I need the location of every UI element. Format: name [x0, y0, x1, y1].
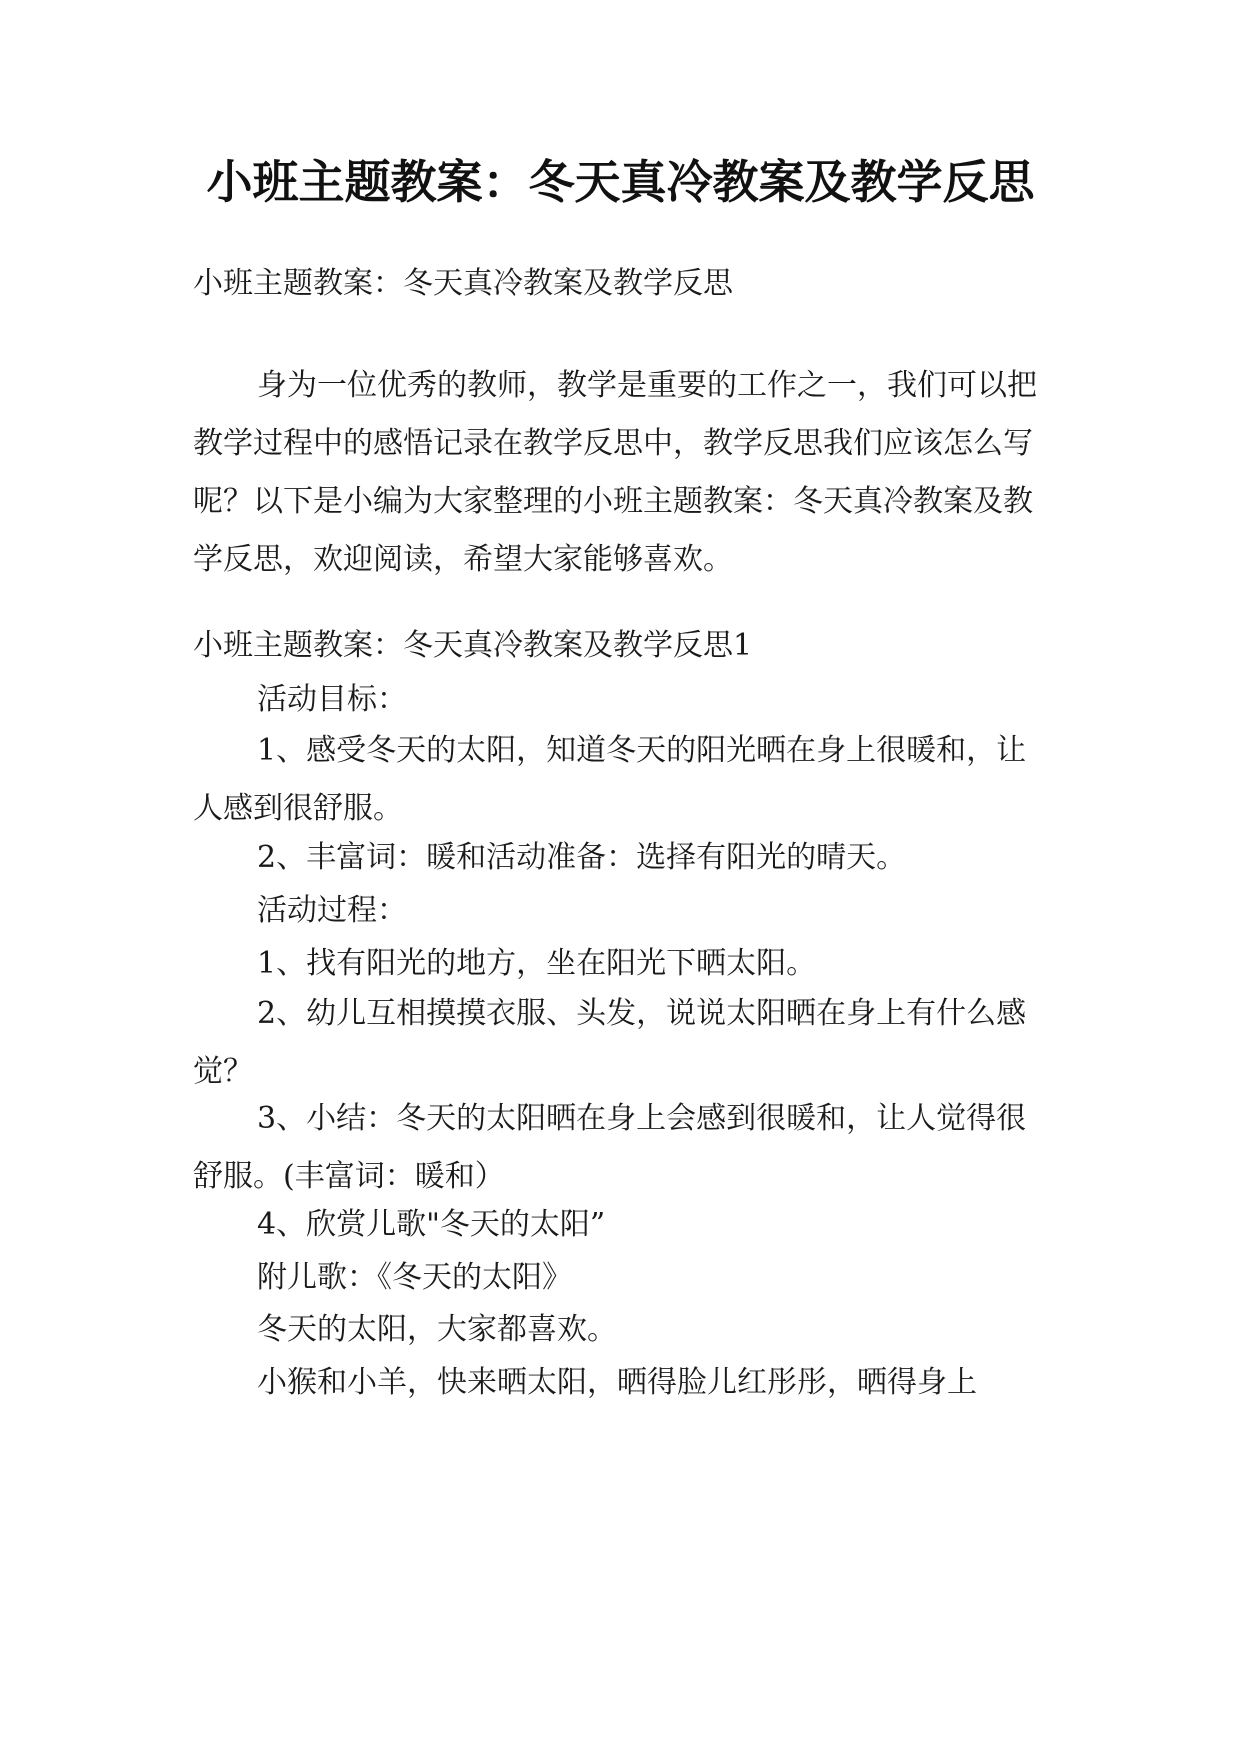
section-heading: 小班主题教案：冬天真冷教案及教学反思1 [193, 628, 753, 663]
process-step-4: 4、欣赏儿歌"冬天的太阳” [257, 1207, 606, 1242]
document-title: 小班主题教案：冬天真冷教案及教学反思 [206, 155, 1035, 209]
goal-item-1: 1、感受冬天的太阳，知道冬天的阳光晒在身上很暖和，让人感到很舒服。 [193, 733, 1027, 826]
song-line-1: 冬天的太阳，大家都喜欢。 [257, 1312, 617, 1347]
song-line-2: 小猴和小羊，快来晒太阳，晒得脸儿红彤彤，晒得身上 [257, 1365, 977, 1400]
process-step-1: 1、找有阳光的地方，坐在阳光下晒太阳。 [257, 946, 817, 981]
goal-item-2: 2、丰富词：暖和活动准备：选择有阳光的晴天。 [257, 840, 907, 875]
song-label: 附儿歌：《冬天的太阳》 [257, 1260, 572, 1295]
intro-paragraph: 身为一位优秀的教师，教学是重要的工作之一，我们可以把教学过程中的感悟记录在教学反思中，教学反思我们应该怎么写呢？以下是小编为大家整理的小班主题教案：冬天真冷教案及教学反思，欢迎阅读，希望大家能够喜欢。 [193, 368, 1037, 577]
process-label: 活动过程： [257, 893, 407, 928]
process-step-2: 2、幼儿互相摸摸衣服、头发，说说太阳晒在身上有什么感觉？ [193, 996, 1027, 1089]
goals-label: 活动目标： [257, 682, 407, 717]
document-subtitle: 小班主题教案：冬天真冷教案及教学反思 [193, 266, 733, 301]
process-step-3: 3、小结：冬天的太阳晒在身上会感到很暖和，让人觉得很舒服。(丰富词：暖和） [193, 1101, 1027, 1194]
